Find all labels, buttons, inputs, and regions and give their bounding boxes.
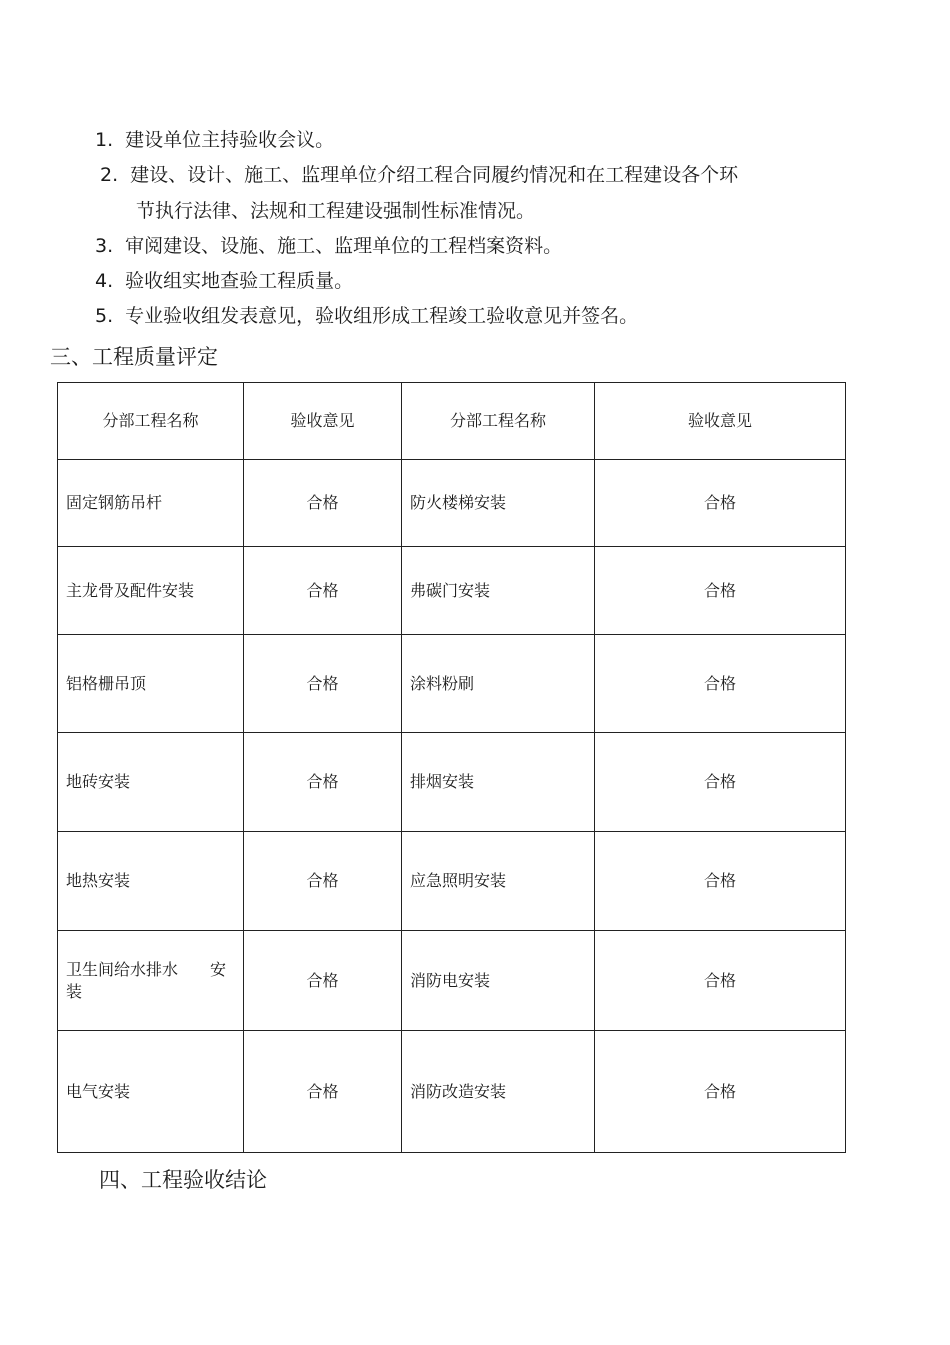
header-cell: 分部工程名称 xyxy=(58,383,244,460)
table-cell: 防火楼梯安装 xyxy=(402,460,595,547)
table-cell: 地热安装 xyxy=(58,832,244,931)
procedure-number: 4. xyxy=(95,270,114,292)
table-row xyxy=(58,1031,846,1153)
table-cell: 合格 xyxy=(244,832,402,931)
table-cell: 合格 xyxy=(595,547,846,635)
section-heading-quality: 三、工程质量评定 xyxy=(50,345,218,369)
table-cell: 应急照明安装 xyxy=(402,832,595,931)
table-cell: 合格 xyxy=(595,832,846,931)
procedure-item xyxy=(95,268,353,294)
table-cell: 合格 xyxy=(244,547,402,635)
procedure-text: 专业验收组发表意见，验收组形成工程竣工验收意见并签名。 xyxy=(125,305,639,327)
table-cell: 合格 xyxy=(595,460,846,547)
table-cell: 合格 xyxy=(244,931,402,1031)
procedure-text: 审阅建设、设施、施工、监理单位的工程档案资料。 xyxy=(125,235,563,257)
table-row xyxy=(58,547,846,635)
table-cell: 合格 xyxy=(595,635,846,733)
table-cell: 主龙骨及配件安装 xyxy=(58,547,244,635)
header-cell: 分部工程名称 xyxy=(402,383,595,460)
procedure-item xyxy=(95,233,562,259)
table-cell: 涂料粉刷 xyxy=(402,635,595,733)
table-cell: 铝格栅吊顶 xyxy=(58,635,244,733)
procedure-text: 建设单位主持验收会议。 xyxy=(125,129,335,151)
header-cell: 验收意见 xyxy=(595,383,846,460)
procedure-number: 3. xyxy=(95,235,114,257)
quality-assessment-table xyxy=(57,382,846,1153)
table-row xyxy=(58,931,846,1031)
procedure-text: 建设、设计、施工、监理单位介绍工程合同履约情况和在工程建设各个环 xyxy=(130,164,739,186)
table-row xyxy=(58,832,846,931)
table-cell: 电气安装 xyxy=(58,1031,244,1153)
procedure-item xyxy=(95,303,638,329)
table-cell: 消防改造安装 xyxy=(402,1031,595,1153)
procedure-item xyxy=(100,162,738,188)
table-row xyxy=(58,733,846,832)
procedure-continuation: 节执行法律、法规和工程建设强制性标准情况。 xyxy=(136,200,536,222)
table-row xyxy=(58,460,846,547)
table-cell: 合格 xyxy=(595,1031,846,1153)
table-cell: 合格 xyxy=(244,460,402,547)
table-row xyxy=(58,635,846,733)
procedure-text: 验收组实地查验工程质量。 xyxy=(125,270,354,292)
header-cell: 验收意见 xyxy=(244,383,402,460)
table-cell: 卫生间给水排水 安装 xyxy=(58,931,244,1031)
procedure-number: 1. xyxy=(95,129,114,151)
table-cell: 固定钢筋吊杆 xyxy=(58,460,244,547)
section-heading-conclusion: 四、工程验收结论 xyxy=(99,1168,267,1192)
table-cell: 合格 xyxy=(244,635,402,733)
table-cell: 消防电安装 xyxy=(402,931,595,1031)
table-cell: 合格 xyxy=(595,733,846,832)
procedure-item xyxy=(95,127,334,153)
table-header-row xyxy=(58,383,846,460)
table-cell: 合格 xyxy=(244,1031,402,1153)
procedure-number: 2. xyxy=(100,164,119,186)
table-cell: 排烟安装 xyxy=(402,733,595,832)
table-cell: 弗碳门安装 xyxy=(402,547,595,635)
table-cell: 合格 xyxy=(244,733,402,832)
table-cell: 地砖安装 xyxy=(58,733,244,832)
table-cell: 合格 xyxy=(595,931,846,1031)
procedure-number: 5. xyxy=(95,305,114,327)
